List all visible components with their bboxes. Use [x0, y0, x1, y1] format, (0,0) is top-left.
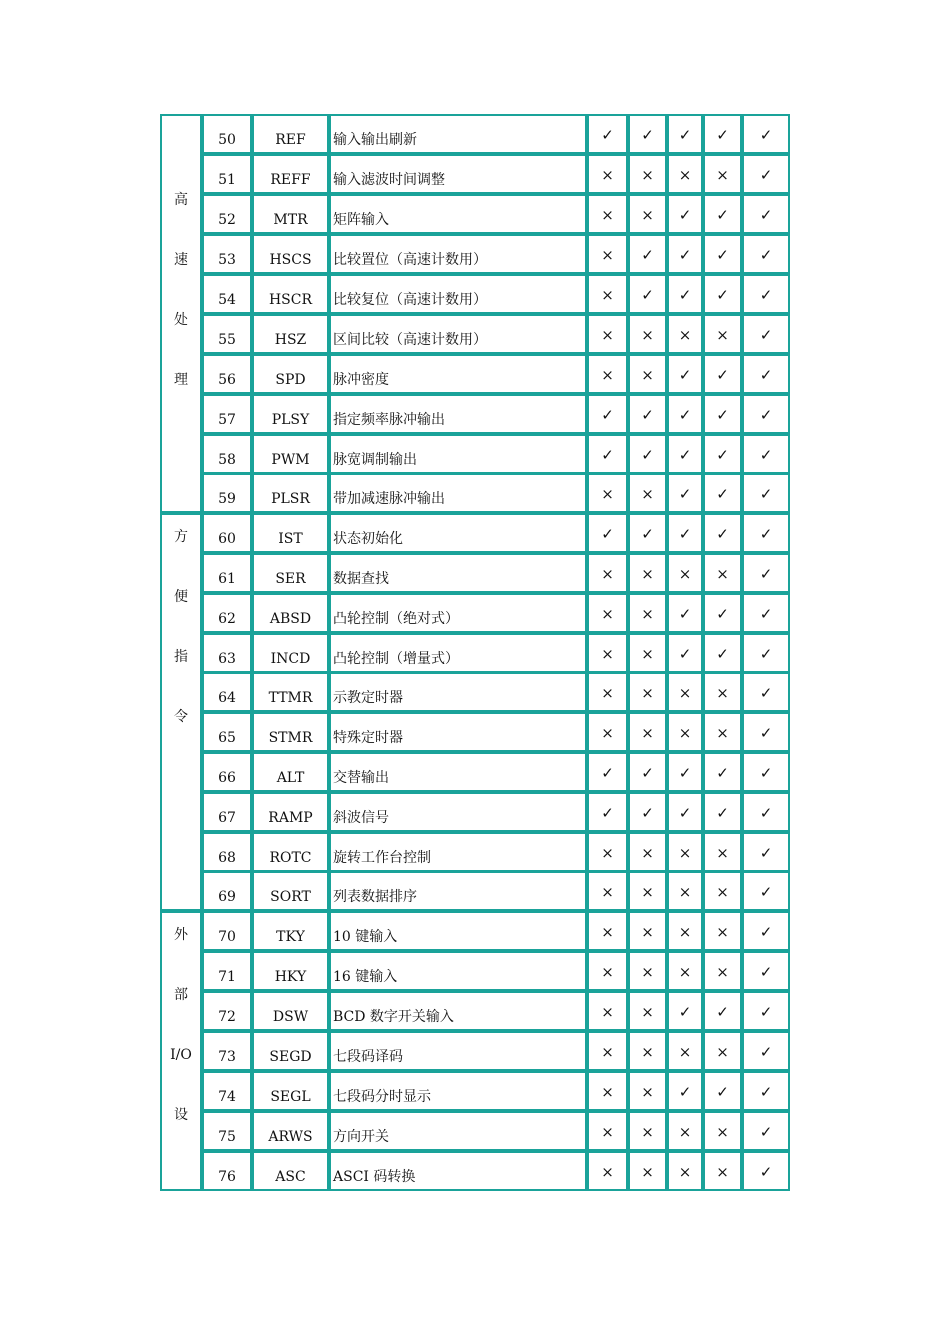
support-mark: ✓: [742, 434, 790, 474]
instruction-description: 脉宽调制输出: [329, 434, 587, 474]
table-row: [202, 314, 790, 354]
instruction-mnemonic: SER: [252, 553, 329, 593]
support-mark: ×: [667, 871, 703, 911]
instruction-description: 斜波信号: [329, 792, 587, 832]
support-mark: ×: [703, 672, 742, 712]
support-mark: ×: [628, 951, 667, 991]
instruction-number: 59: [202, 473, 252, 513]
support-mark: ✓: [667, 234, 703, 274]
support-mark: ×: [667, 911, 703, 951]
instruction-description: 指定频率脉冲输出: [329, 394, 587, 434]
support-mark: ×: [587, 1151, 628, 1191]
instruction-mnemonic: SORT: [252, 871, 329, 911]
support-mark: ✓: [742, 513, 790, 553]
table-row: [202, 1031, 790, 1071]
support-mark: ✓: [703, 513, 742, 553]
group-label-char: 设: [174, 1107, 188, 1123]
support-mark: ×: [587, 1071, 628, 1111]
instruction-number: 63: [202, 633, 252, 673]
support-mark: ×: [628, 473, 667, 513]
support-mark: ×: [587, 871, 628, 911]
support-mark: ✓: [742, 354, 790, 394]
group-label-char: 部: [174, 987, 188, 1003]
table-row: [202, 672, 790, 712]
support-mark: ✓: [703, 473, 742, 513]
instruction-mnemonic: HKY: [252, 951, 329, 991]
support-mark: ✓: [703, 593, 742, 633]
instruction-number: 65: [202, 712, 252, 752]
instruction-mnemonic: RAMP: [252, 792, 329, 832]
support-mark: ✓: [667, 991, 703, 1031]
support-mark: ✓: [667, 513, 703, 553]
support-mark: ✓: [742, 792, 790, 832]
support-mark: ×: [667, 832, 703, 872]
support-mark: ✓: [742, 712, 790, 752]
support-mark: ×: [667, 1151, 703, 1191]
table-row: [202, 154, 790, 194]
support-mark: ✓: [742, 553, 790, 593]
support-mark: ✓: [742, 234, 790, 274]
support-mark: ×: [667, 553, 703, 593]
instruction-number: 76: [202, 1151, 252, 1191]
support-mark: ✓: [742, 114, 790, 154]
table-row: [202, 593, 790, 633]
instruction-description: 输入滤波时间调整: [329, 154, 587, 194]
support-mark: ✓: [703, 434, 742, 474]
instruction-mnemonic: INCD: [252, 633, 329, 673]
instruction-mnemonic: TKY: [252, 911, 329, 951]
support-mark: ✓: [742, 1111, 790, 1151]
instruction-number: 68: [202, 832, 252, 872]
instruction-description: 七段码分时显示: [329, 1071, 587, 1111]
support-mark: ×: [667, 1111, 703, 1151]
support-mark: ×: [587, 194, 628, 234]
instruction-description: 带加减速脉冲输出: [329, 473, 587, 513]
group-label-char: 令: [174, 709, 188, 725]
support-mark: ✓: [742, 1031, 790, 1071]
support-mark: ✓: [587, 434, 628, 474]
support-mark: ✓: [742, 274, 790, 314]
support-mark: ×: [587, 911, 628, 951]
instruction-mnemonic: TTMR: [252, 672, 329, 712]
instruction-description: 列表数据排序: [329, 871, 587, 911]
instruction-number: 74: [202, 1071, 252, 1111]
support-mark: ✓: [742, 314, 790, 354]
support-mark: ✓: [742, 752, 790, 792]
instruction-number: 58: [202, 434, 252, 474]
instruction-mnemonic: STMR: [252, 712, 329, 752]
group-label-char: 指: [174, 649, 188, 665]
support-mark: ✓: [703, 1071, 742, 1111]
support-mark: ✓: [667, 194, 703, 234]
table-row: [202, 274, 790, 314]
instruction-mnemonic: REFF: [252, 154, 329, 194]
support-mark: ×: [628, 911, 667, 951]
instruction-number: 67: [202, 792, 252, 832]
support-mark: ✓: [628, 234, 667, 274]
support-mark: ×: [628, 1071, 667, 1111]
table-row: [202, 871, 790, 911]
support-mark: ×: [628, 553, 667, 593]
support-mark: ✓: [703, 234, 742, 274]
support-mark: ×: [587, 633, 628, 673]
support-mark: ×: [587, 314, 628, 354]
support-mark: ✓: [667, 434, 703, 474]
table-row: [202, 911, 790, 951]
group-label-char: 高: [174, 192, 188, 208]
instruction-mnemonic: IST: [252, 513, 329, 553]
instruction-number: 55: [202, 314, 252, 354]
support-mark: ✓: [742, 633, 790, 673]
support-mark: ✓: [742, 672, 790, 712]
support-mark: ✓: [742, 991, 790, 1031]
instruction-mnemonic: ABSD: [252, 593, 329, 633]
support-mark: ✓: [703, 354, 742, 394]
instruction-description: 矩阵输入: [329, 194, 587, 234]
support-mark: ✓: [587, 752, 628, 792]
table-row: [202, 633, 790, 673]
table-row: [202, 194, 790, 234]
group-cell-high-speed: [160, 114, 202, 513]
table-row: [202, 434, 790, 474]
table-row: [202, 991, 790, 1031]
support-mark: ✓: [667, 792, 703, 832]
support-mark: ×: [628, 871, 667, 911]
table-row: [202, 712, 790, 752]
instruction-description: 方向开关: [329, 1111, 587, 1151]
support-mark: ×: [703, 832, 742, 872]
support-mark: ×: [667, 1031, 703, 1071]
support-mark: ×: [667, 154, 703, 194]
table-row: [202, 553, 790, 593]
group-label-char: 外: [174, 927, 188, 943]
support-mark: ✓: [742, 951, 790, 991]
support-mark: ×: [628, 194, 667, 234]
support-mark: ×: [703, 1151, 742, 1191]
instruction-description: 数据查找: [329, 553, 587, 593]
support-mark: ×: [703, 951, 742, 991]
instruction-mnemonic: ALT: [252, 752, 329, 792]
instruction-description: 输入输出刷新: [329, 114, 587, 154]
support-mark: ✓: [667, 633, 703, 673]
instruction-description: 状态初始化: [329, 513, 587, 553]
support-mark: ✓: [742, 194, 790, 234]
support-mark: ×: [587, 354, 628, 394]
support-mark: ×: [703, 712, 742, 752]
support-mark: ✓: [667, 593, 703, 633]
support-mark: ×: [628, 1111, 667, 1151]
instruction-mnemonic: ARWS: [252, 1111, 329, 1151]
support-mark: ×: [703, 1111, 742, 1151]
instruction-mnemonic: ROTC: [252, 832, 329, 872]
group-cell-external-io: [160, 911, 202, 1191]
support-mark: ×: [587, 154, 628, 194]
table-row: [202, 114, 790, 154]
table-row: [202, 832, 790, 872]
support-mark: ✓: [703, 752, 742, 792]
table-row: [202, 394, 790, 434]
support-mark: ×: [587, 672, 628, 712]
support-mark: ✓: [703, 114, 742, 154]
table-row: [202, 792, 790, 832]
group-cell-convenience: [160, 513, 202, 911]
support-mark: ✓: [703, 274, 742, 314]
support-mark: ✓: [742, 1151, 790, 1191]
support-mark: ✓: [742, 871, 790, 911]
support-mark: ×: [628, 1031, 667, 1071]
support-mark: ×: [703, 154, 742, 194]
support-mark: ✓: [628, 434, 667, 474]
instruction-number: 60: [202, 513, 252, 553]
group-label-char: 速: [174, 252, 188, 268]
support-mark: ×: [628, 832, 667, 872]
table-row: [202, 1111, 790, 1151]
support-mark: ×: [587, 991, 628, 1031]
instruction-description: 特殊定时器: [329, 712, 587, 752]
instruction-description: 区间比较（高速计数用）: [329, 314, 587, 354]
support-mark: ×: [628, 154, 667, 194]
instruction-description: 示教定时器: [329, 672, 587, 712]
support-mark: ×: [628, 314, 667, 354]
support-mark: ✓: [587, 513, 628, 553]
support-mark: ×: [587, 832, 628, 872]
instruction-mnemonic: HSCS: [252, 234, 329, 274]
support-mark: ×: [587, 274, 628, 314]
instruction-mnemonic: PWM: [252, 434, 329, 474]
group-label-char: 处: [174, 312, 188, 328]
support-mark: ✓: [587, 114, 628, 154]
support-mark: ×: [628, 593, 667, 633]
support-mark: ×: [587, 473, 628, 513]
instruction-mnemonic: DSW: [252, 991, 329, 1031]
instruction-description: 脉冲密度: [329, 354, 587, 394]
support-mark: ✓: [628, 792, 667, 832]
support-mark: ✓: [628, 394, 667, 434]
instruction-description: 旋转工作台控制: [329, 832, 587, 872]
instruction-number: 73: [202, 1031, 252, 1071]
instruction-mnemonic: ASC: [252, 1151, 329, 1191]
instruction-number: 54: [202, 274, 252, 314]
support-mark: ✓: [742, 394, 790, 434]
support-mark: ×: [703, 314, 742, 354]
support-mark: ×: [587, 1111, 628, 1151]
instruction-mnemonic: SEGD: [252, 1031, 329, 1071]
instruction-description: ASCI 码转换: [329, 1151, 587, 1191]
support-mark: ×: [667, 314, 703, 354]
support-mark: ×: [587, 553, 628, 593]
support-mark: ×: [667, 712, 703, 752]
support-mark: ✓: [628, 114, 667, 154]
instruction-mnemonic: HSZ: [252, 314, 329, 354]
table-row: [202, 1151, 790, 1191]
support-mark: ✓: [742, 473, 790, 513]
support-mark: ✓: [742, 911, 790, 951]
instruction-number: 50: [202, 114, 252, 154]
group-label-char: 便: [174, 589, 188, 605]
support-mark: ✓: [587, 394, 628, 434]
instruction-number: 66: [202, 752, 252, 792]
support-mark: ✓: [742, 154, 790, 194]
support-mark: ✓: [742, 832, 790, 872]
support-mark: ✓: [628, 513, 667, 553]
support-mark: ✓: [742, 593, 790, 633]
support-mark: ×: [703, 911, 742, 951]
support-mark: ×: [667, 672, 703, 712]
support-mark: ×: [628, 672, 667, 712]
support-mark: ×: [628, 354, 667, 394]
instruction-number: 71: [202, 951, 252, 991]
table-row: [202, 234, 790, 274]
instruction-mnemonic: PLSR: [252, 473, 329, 513]
support-mark: ✓: [667, 274, 703, 314]
instruction-mnemonic: PLSY: [252, 394, 329, 434]
instruction-number: 69: [202, 871, 252, 911]
support-mark: ×: [628, 633, 667, 673]
instruction-description: 比较复位（高速计数用）: [329, 274, 587, 314]
support-mark: ×: [587, 951, 628, 991]
support-mark: ×: [703, 553, 742, 593]
instruction-mnemonic: MTR: [252, 194, 329, 234]
support-mark: ×: [628, 991, 667, 1031]
instruction-description: 16 键输入: [329, 951, 587, 991]
support-mark: ×: [587, 712, 628, 752]
instruction-number: 64: [202, 672, 252, 712]
instruction-number: 53: [202, 234, 252, 274]
group-label-char: 理: [174, 372, 188, 388]
support-mark: ✓: [628, 752, 667, 792]
instruction-number: 51: [202, 154, 252, 194]
support-mark: ×: [667, 951, 703, 991]
support-mark: ✓: [667, 1071, 703, 1111]
support-mark: ✓: [667, 394, 703, 434]
support-mark: ×: [587, 234, 628, 274]
support-mark: ✓: [703, 633, 742, 673]
support-mark: ×: [587, 1031, 628, 1071]
support-mark: ✓: [703, 792, 742, 832]
instruction-description: 交替输出: [329, 752, 587, 792]
instruction-description: 七段码译码: [329, 1031, 587, 1071]
instruction-mnemonic: SEGL: [252, 1071, 329, 1111]
instruction-number: 52: [202, 194, 252, 234]
table-row: [202, 752, 790, 792]
support-mark: ✓: [628, 274, 667, 314]
table-row: [202, 354, 790, 394]
instruction-description: 10 键输入: [329, 911, 587, 951]
table-row: [202, 513, 790, 553]
group-label-char: 方: [174, 529, 188, 545]
instruction-number: 62: [202, 593, 252, 633]
instruction-number: 75: [202, 1111, 252, 1151]
instruction-number: 72: [202, 991, 252, 1031]
support-mark: ✓: [667, 473, 703, 513]
group-label-char: I/O: [170, 1047, 192, 1063]
support-mark: ✓: [742, 1071, 790, 1111]
instruction-number: 70: [202, 911, 252, 951]
instruction-number: 56: [202, 354, 252, 394]
support-mark: ✓: [587, 792, 628, 832]
instruction-description: 凸轮控制（绝对式）: [329, 593, 587, 633]
support-mark: ✓: [667, 354, 703, 394]
support-mark: ✓: [703, 194, 742, 234]
support-mark: ✓: [667, 752, 703, 792]
instruction-mnemonic: REF: [252, 114, 329, 154]
table-row: [202, 951, 790, 991]
instruction-description: 比较置位（高速计数用）: [329, 234, 587, 274]
support-mark: ✓: [667, 114, 703, 154]
instruction-description: BCD 数字开关输入: [329, 991, 587, 1031]
instruction-mnemonic: SPD: [252, 354, 329, 394]
instruction-number: 57: [202, 394, 252, 434]
instruction-description: 凸轮控制（增量式）: [329, 633, 587, 673]
support-mark: ×: [628, 1151, 667, 1191]
support-mark: ×: [703, 1031, 742, 1071]
table-row: [202, 1071, 790, 1111]
support-mark: ✓: [703, 991, 742, 1031]
support-mark: ×: [628, 712, 667, 752]
support-mark: ✓: [703, 394, 742, 434]
support-mark: ×: [587, 593, 628, 633]
instruction-number: 61: [202, 553, 252, 593]
support-mark: ×: [703, 871, 742, 911]
table-row: [202, 473, 790, 513]
instruction-mnemonic: HSCR: [252, 274, 329, 314]
